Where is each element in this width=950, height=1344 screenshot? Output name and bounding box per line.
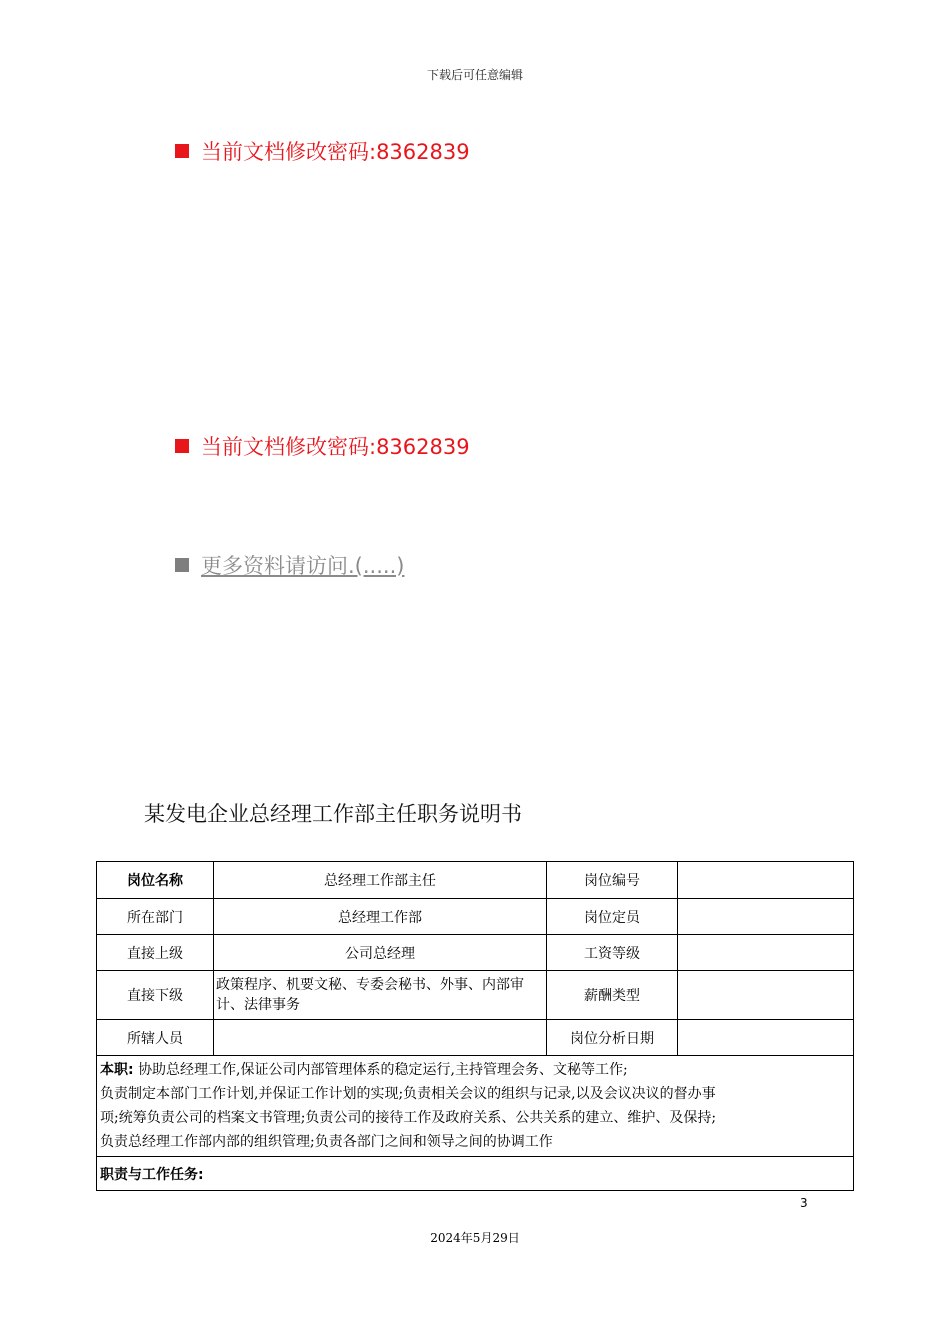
tasks-heading: 职责与工作任务: (97, 1157, 854, 1191)
value-cell (678, 935, 854, 971)
value-cell: 政策程序、机要文秘、专委会秘书、外事、内部审计、法律事务 (214, 971, 547, 1020)
table-row (97, 899, 854, 935)
value-cell (214, 1020, 547, 1056)
table-row (97, 935, 854, 971)
table-row (97, 1157, 854, 1191)
label-cell: 岗位编号 (547, 862, 678, 899)
password-notice-2 (175, 431, 470, 461)
value-cell: 总经理工作部主任 (214, 862, 547, 899)
label-cell: 直接下级 (97, 971, 214, 1020)
table-row (97, 1020, 854, 1056)
more-info-link-line[interactable] (175, 550, 404, 580)
label-cell: 岗位分析日期 (547, 1020, 678, 1056)
square-bullet-icon (175, 558, 189, 572)
label-cell: 所辖人员 (97, 1020, 214, 1056)
value-cell: 公司总经理 (214, 935, 547, 971)
footer-date: 2024年5月29日 (430, 1231, 520, 1245)
job-description-table (96, 861, 854, 1191)
more-info-link[interactable]: 更多资料请访问.(.....) (201, 554, 405, 578)
page-number: 3 (800, 1196, 808, 1210)
table-row (97, 862, 854, 899)
label-cell: 直接上级 (97, 935, 214, 971)
label-cell: 工资等级 (547, 935, 678, 971)
duty-line: 项;统筹负责公司的档案文书管理;负责公司的接待工作及政府关系、公共关系的建立、维护、及保持; (100, 1110, 717, 1126)
label-cell: 岗位名称 (97, 862, 214, 899)
label-cell: 薪酬类型 (547, 971, 678, 1020)
password-notice-1 (175, 136, 470, 166)
password-notice-text: 当前文档修改密码:8362839 (201, 435, 470, 459)
value-cell (678, 971, 854, 1020)
value-cell (678, 899, 854, 935)
table-row (97, 971, 854, 1020)
duty-first-line (100, 1058, 850, 1082)
password-notice-text: 当前文档修改密码:8362839 (201, 140, 470, 164)
table-row (97, 1056, 854, 1157)
label-cell: 岗位定员 (547, 899, 678, 935)
header-note: 下载后可任意编辑 (426, 68, 523, 82)
duty-line: 负责制定本部门工作计划,并保证工作计划的实现;负责相关会议的组织与记录,以及会议决议的督办事 (100, 1086, 716, 1102)
value-cell: 总经理工作部 (214, 899, 547, 935)
duty-summary: 协助总经理工作,保证公司内部管理体系的稳定运行,主持管理会务、文秘等工作; (138, 1062, 628, 1078)
square-bullet-icon (175, 439, 189, 453)
duty-cell (97, 1056, 854, 1157)
duty-line: 负责总经理工作部内部的组织管理;负责各部门之间和领导之间的协调工作 (100, 1134, 553, 1150)
square-bullet-icon (175, 144, 189, 158)
document-title: 某发电企业总经理工作部主任职务说明书 (144, 802, 522, 826)
label-cell: 所在部门 (97, 899, 214, 935)
value-cell (678, 1020, 854, 1056)
value-cell (678, 862, 854, 899)
duty-label: 本职: (100, 1062, 134, 1078)
